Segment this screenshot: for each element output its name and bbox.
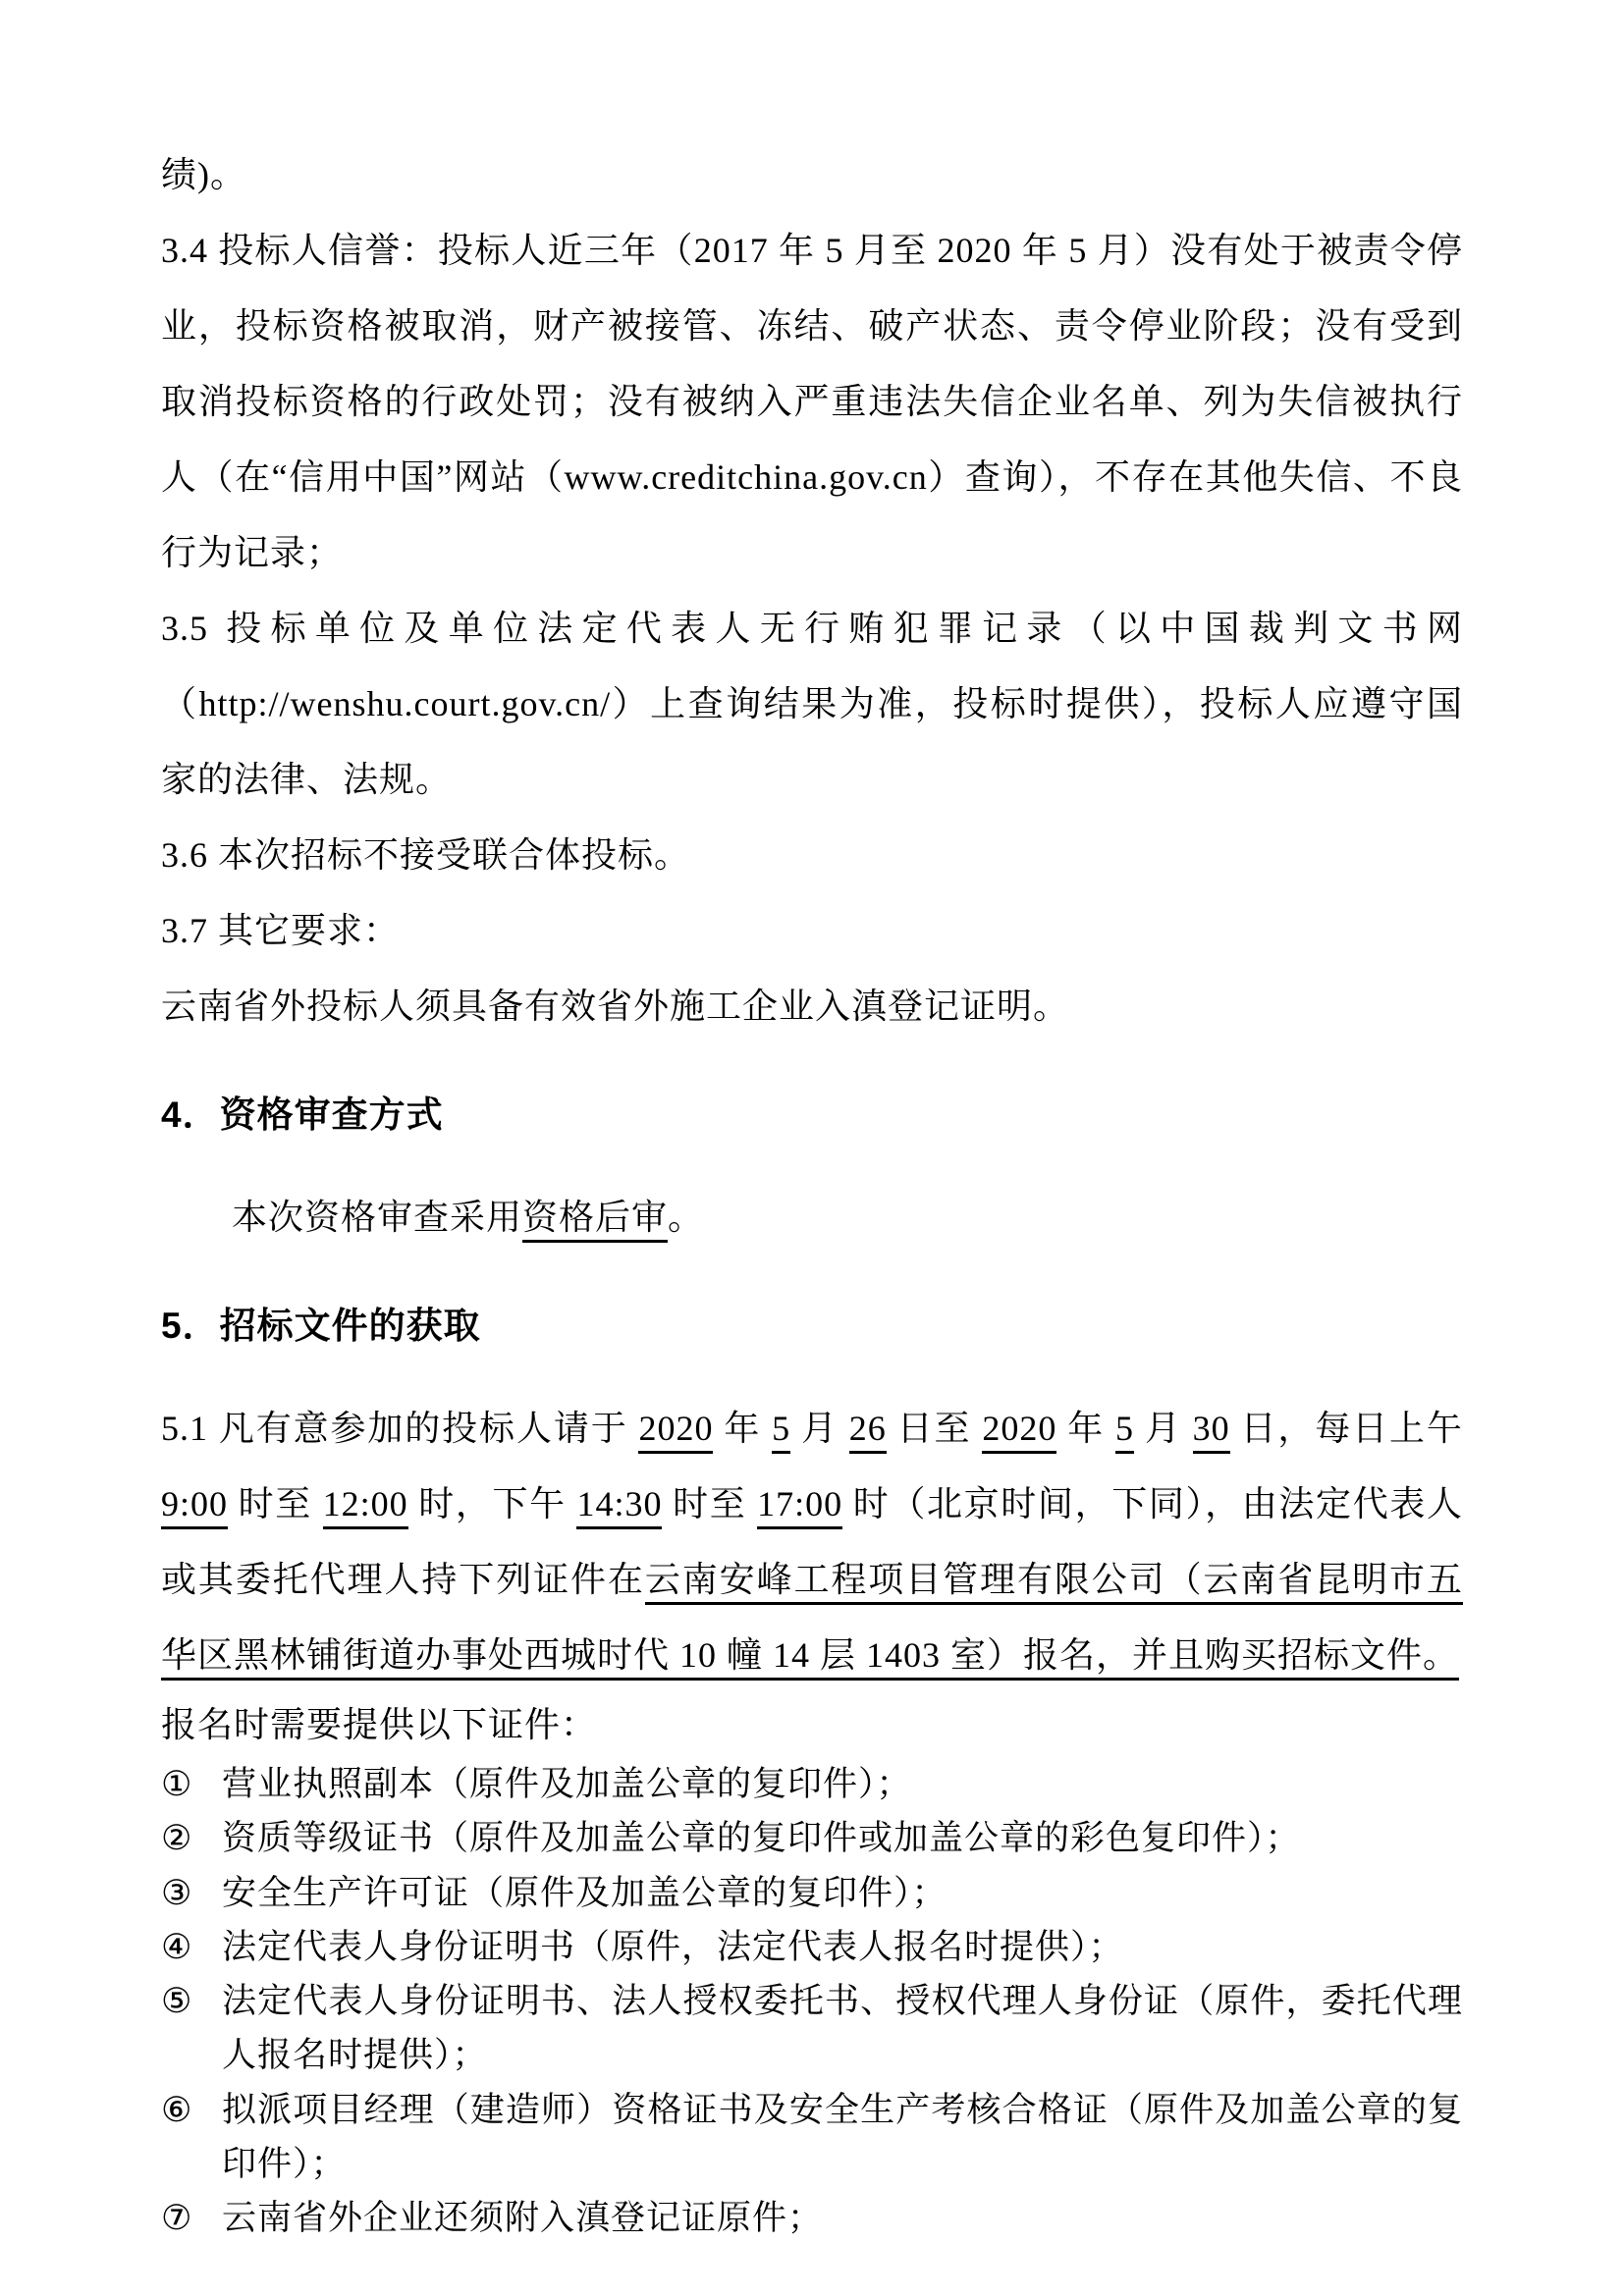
list-marker: ② <box>161 1819 193 1858</box>
paragraph <box>161 137 1463 213</box>
list-marker: ③ <box>161 1873 193 1912</box>
paragraph <box>161 591 1463 818</box>
list-item-text <box>222 1920 1463 1974</box>
paragraph <box>161 1391 1463 1693</box>
section-heading <box>161 1301 1463 1352</box>
list-item-text <box>222 2083 1463 2192</box>
text-run: 月 <box>790 1409 849 1448</box>
paragraph <box>161 969 1463 1044</box>
paragraph <box>161 1693 1463 1757</box>
list-item <box>161 1974 1463 2083</box>
list-marker: ④ <box>161 1927 193 1966</box>
text-run: 3.5 投标单位及单位法定代表人无行贿犯罪记录（以中国裁判文书网（http://wenshu.court.gov.cn/）上查询结果为准，投标时提供），投标人应遵守国家的法律、法规。 <box>161 609 1463 800</box>
section-heading <box>161 1090 1463 1141</box>
paragraph <box>161 213 1463 591</box>
list-item <box>161 2083 1463 2192</box>
text-run: 时至 <box>228 1484 323 1524</box>
list-marker: ⑤ <box>161 1982 193 2021</box>
text-run: 资质等级证书（原件及加盖公章的复印件或加盖公章的彩色复印件）； <box>222 1819 1301 1858</box>
text-run: 云南省外投标人须具备有效省外施工企业入滇登记证明。 <box>161 987 1070 1027</box>
text-run: 月 <box>1133 1409 1193 1448</box>
text-run: 。 <box>668 1198 705 1238</box>
list-marker: ① <box>161 1764 193 1803</box>
text-run: 年 <box>713 1409 773 1448</box>
underlined-text: 30 <box>1193 1409 1230 1454</box>
list-marker: ⑦ <box>161 2199 193 2238</box>
underlined-text: 9:00 <box>161 1484 228 1529</box>
text-run: 年 <box>1056 1409 1115 1448</box>
underlined-text: 5 <box>1115 1409 1134 1454</box>
list-marker: ⑥ <box>161 2090 193 2129</box>
list-item <box>161 1920 1463 1974</box>
text-run: 时，下午 <box>407 1484 577 1524</box>
document-body <box>161 137 1463 2246</box>
underlined-text: 12:00 <box>323 1484 408 1529</box>
paragraph <box>161 1180 1463 1255</box>
underlined-text: 14:30 <box>576 1484 662 1529</box>
text-run: 时至 <box>662 1484 758 1524</box>
paragraph <box>161 818 1463 893</box>
list-item <box>161 2191 1463 2245</box>
underlined-text: 资格后审 <box>522 1198 668 1243</box>
paragraph <box>161 893 1463 969</box>
underlined-text: 26 <box>849 1409 887 1454</box>
text-run: 3.7 其它要求： <box>161 911 401 951</box>
text-run: 安全生产许可证（原件及加盖公章的复印件）； <box>222 1873 947 1912</box>
list-item <box>161 1866 1463 1920</box>
list-item-text <box>222 1866 1463 1920</box>
underlined-text: 17:00 <box>757 1484 842 1529</box>
underlined-text: 5 <box>772 1409 790 1454</box>
list-item <box>161 1757 1463 1811</box>
list-item-text <box>222 1811 1463 1865</box>
text-run: 云南省外企业还须附入滇登记证原件； <box>222 2199 824 2238</box>
text-run: 报名时需要提供以下证件： <box>161 1705 598 1745</box>
underlined-text: 2020 <box>638 1409 713 1454</box>
text-run: 3.4 投标人信誉：投标人近三年（2017 年 5 月至 2020 年 5 月）没有处于被责令停业，投标资格被取消，财产被接管、冻结、破产状态、责令停业阶段；没有受到取消投标资格的行政处罚；没有被纳入严重违法失信企业名单、列为失信被执行人（在“信用中国”网站（www.creditchina.gov.cn）查询），不存在其他失信、不良行为记录； <box>161 231 1463 573</box>
list-item-text <box>222 1757 1463 1811</box>
text-run: 4．资格审查方式 <box>161 1095 444 1136</box>
list-item <box>161 1811 1463 1865</box>
text-run: 营业执照副本（原件及加盖公章的复印件）； <box>222 1764 912 1803</box>
text-run: 绩)。 <box>161 155 246 194</box>
text-run: 5.1 凡有意参加的投标人请于 <box>161 1409 639 1448</box>
text-run: 日，每日上午 <box>1229 1409 1463 1448</box>
text-run: 拟派项目经理（建造师）资格证书及安全生产考核合格证（原件及加盖公章的复印件）； <box>222 2090 1463 2183</box>
text-run: 法定代表人身份证明书、法人授权委托书、授权代理人身份证（原件，委托代理人报名时提供）； <box>222 1982 1463 2075</box>
text-run: 法定代表人身份证明书（原件，法定代表人报名时提供）； <box>222 1927 1124 1966</box>
list-item-text <box>222 1974 1463 2083</box>
underlined-text: 2020 <box>982 1409 1056 1454</box>
text-run: 时（北京时间，下同），由法定代表人或其委托代理人持下列证件在 <box>161 1484 1463 1600</box>
list-item-text <box>222 2191 1463 2245</box>
text-run: 3.6 本次招标不接受联合体投标。 <box>161 835 691 876</box>
underlined-text: 云南安峰工程项目管理有限公司（云南省昆明市五华区黑林铺街道办事处西城时代 10 幢 14 层 1403 室）报名，并且购买招标文件。 <box>161 1560 1463 1681</box>
text-run: 5．招标文件的获取 <box>161 1306 481 1347</box>
text-run: 本次资格审查采用 <box>232 1198 523 1238</box>
text-run: 日至 <box>886 1409 983 1448</box>
